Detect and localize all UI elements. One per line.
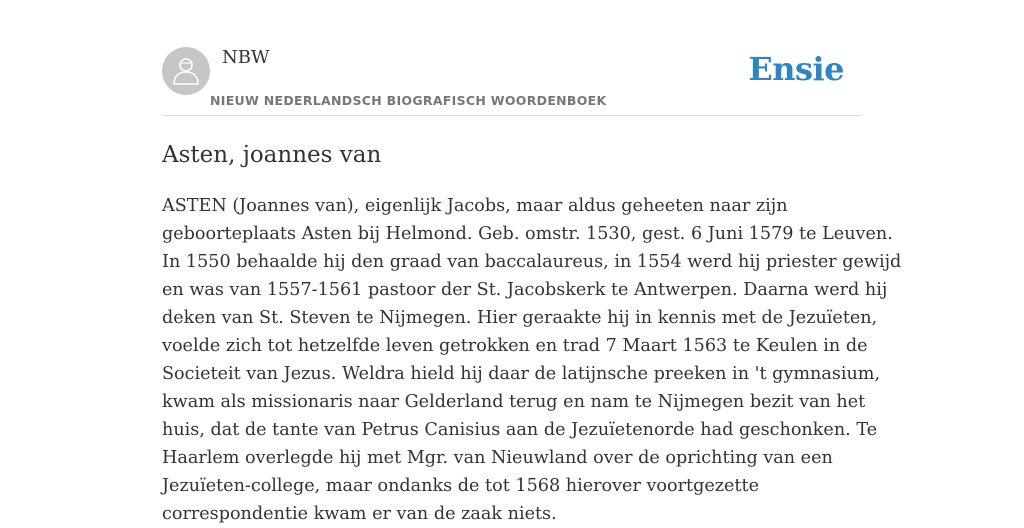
body-line: kwam als missionaris naar Gelderland terug en nam te Nijmegen bezit van het bbox=[162, 392, 866, 412]
header-divider bbox=[162, 115, 862, 116]
body-line: Haarlem overlegde hij met Mgr. van Nieuwland over de oprichting van een bbox=[162, 448, 833, 468]
avatar[interactable] bbox=[162, 47, 210, 95]
source-subtitle[interactable]: NIEUW NEDERLANDSCH BIOGRAFISCH WOORDENBOEK bbox=[210, 93, 607, 108]
body-line: deken van St. Steven te Nijmegen. Hier geraakte hij in kennis met de Jezuïeten, bbox=[162, 308, 878, 328]
user-icon bbox=[172, 56, 200, 86]
body-line: geboorteplaats Asten bij Helmond. Geb. omstr. 1530, gest. 6 Juni 1579 te Leuven. bbox=[162, 224, 893, 244]
article-title: Asten, joannes van bbox=[162, 142, 382, 168]
source-name[interactable]: NBW bbox=[222, 47, 270, 68]
body-line: Jezuïeten-college, maar ondanks de tot 1568 hierover voortgezette bbox=[162, 476, 759, 496]
body-line: Societeit van Jezus. Weldra hield hij daar de latijnsche preeken in 't gymnasium, bbox=[162, 364, 881, 384]
source-header bbox=[162, 47, 862, 115]
article-body bbox=[162, 192, 902, 528]
body-line: In 1550 behaalde hij den graad van baccalaureus, in 1554 werd hij priester gewijd bbox=[162, 252, 902, 272]
body-line: correspondentie kwam er van de zaak niets. bbox=[162, 504, 557, 524]
body-line: voelde zich tot hetzelfde leven getrokken en trad 7 Maart 1563 te Keulen in de bbox=[162, 336, 868, 356]
body-line: en was van 1557-1561 pastoor der St. Jacobskerk te Antwerpen. Daarna werd hij bbox=[162, 280, 888, 300]
body-line: ASTEN (Joannes van), eigenlijk Jacobs, maar aldus geheeten naar zijn bbox=[162, 196, 788, 216]
brand-logo[interactable]: Ensie bbox=[748, 50, 844, 88]
body-line: huis, dat de tante van Petrus Canisius aan de Jezuïetenorde had geschonken. Te bbox=[162, 420, 878, 440]
